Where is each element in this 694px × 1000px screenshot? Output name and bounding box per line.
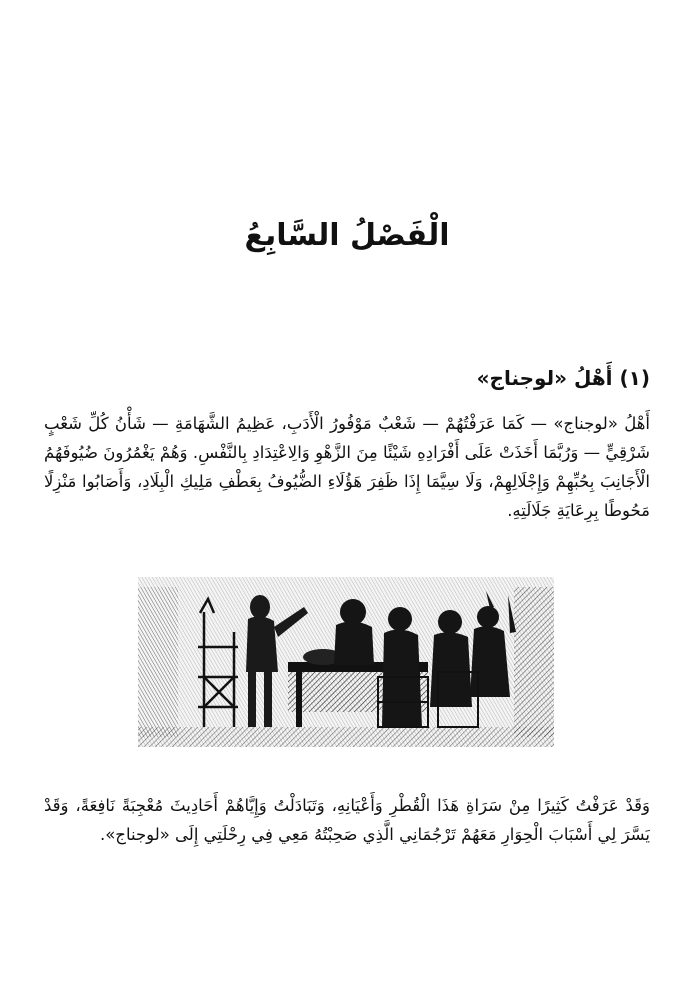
paragraph-1: أَهْلُ «لوجناج» — كَمَا عَرَفْتُهُمْ — شَعْبٌ مَوْفُورُ الْأَدَبِ، عَظِيمُ الشَّهَامَةِ — شَأْنُ كُلِّ شَعْبٍ شَرْقِيٍّ — وَرُبَّمَا أَخَذَتْ عَلَى أَفْرَادِهِ شَيْئًا مِنَ الزَّهْوِ وَالِاعْتِدَادِ بِالنَّفْسِ. وَهُمْ يَغْمُرُونَ ضُيُوفَهُمُ الْأَجَانِبَ بِحُبِّهِمْ وَإِجْلَالِهِمْ، وَلَا سِيَّمَا إِذَا ظَفِرَ هَؤُلَاءِ الضُّيُوفُ بِعَطْفِ مَلِيكِ الْبِلَادِ، وَأَصَابُوا مَنْزِلًا مَحُوطًا بِرِعَايَةِ جَلَالَتِهِ. [44, 414, 650, 520]
paragraph-2: وَقَدْ عَرَفْتُ كَثِيرًا مِنْ سَرَاةِ هَذَا الْقُطْرِ وَأَعْيَانِهِ، وَتَبَادَلْتُ وَإِيَّاهُمْ أَحَادِيثَ مُعْجِبَةً نَافِعَةً، وَقَدْ يَسَّرَ لِي أَسْبَابَ الْحِوَارِ مَعَهُمْ تَرْجُمَانِي الَّذِي صَحِبْتُهُ مَعِي فِي رِحْلَتِي إِلَى «لوجناج». [44, 796, 650, 844]
chapter-title: الْفَصْلُ السَّابِعُ [244, 218, 450, 253]
engraving-illustration [138, 577, 554, 747]
section-heading: (١) أَهْلُ «لوجناج» [476, 366, 650, 390]
